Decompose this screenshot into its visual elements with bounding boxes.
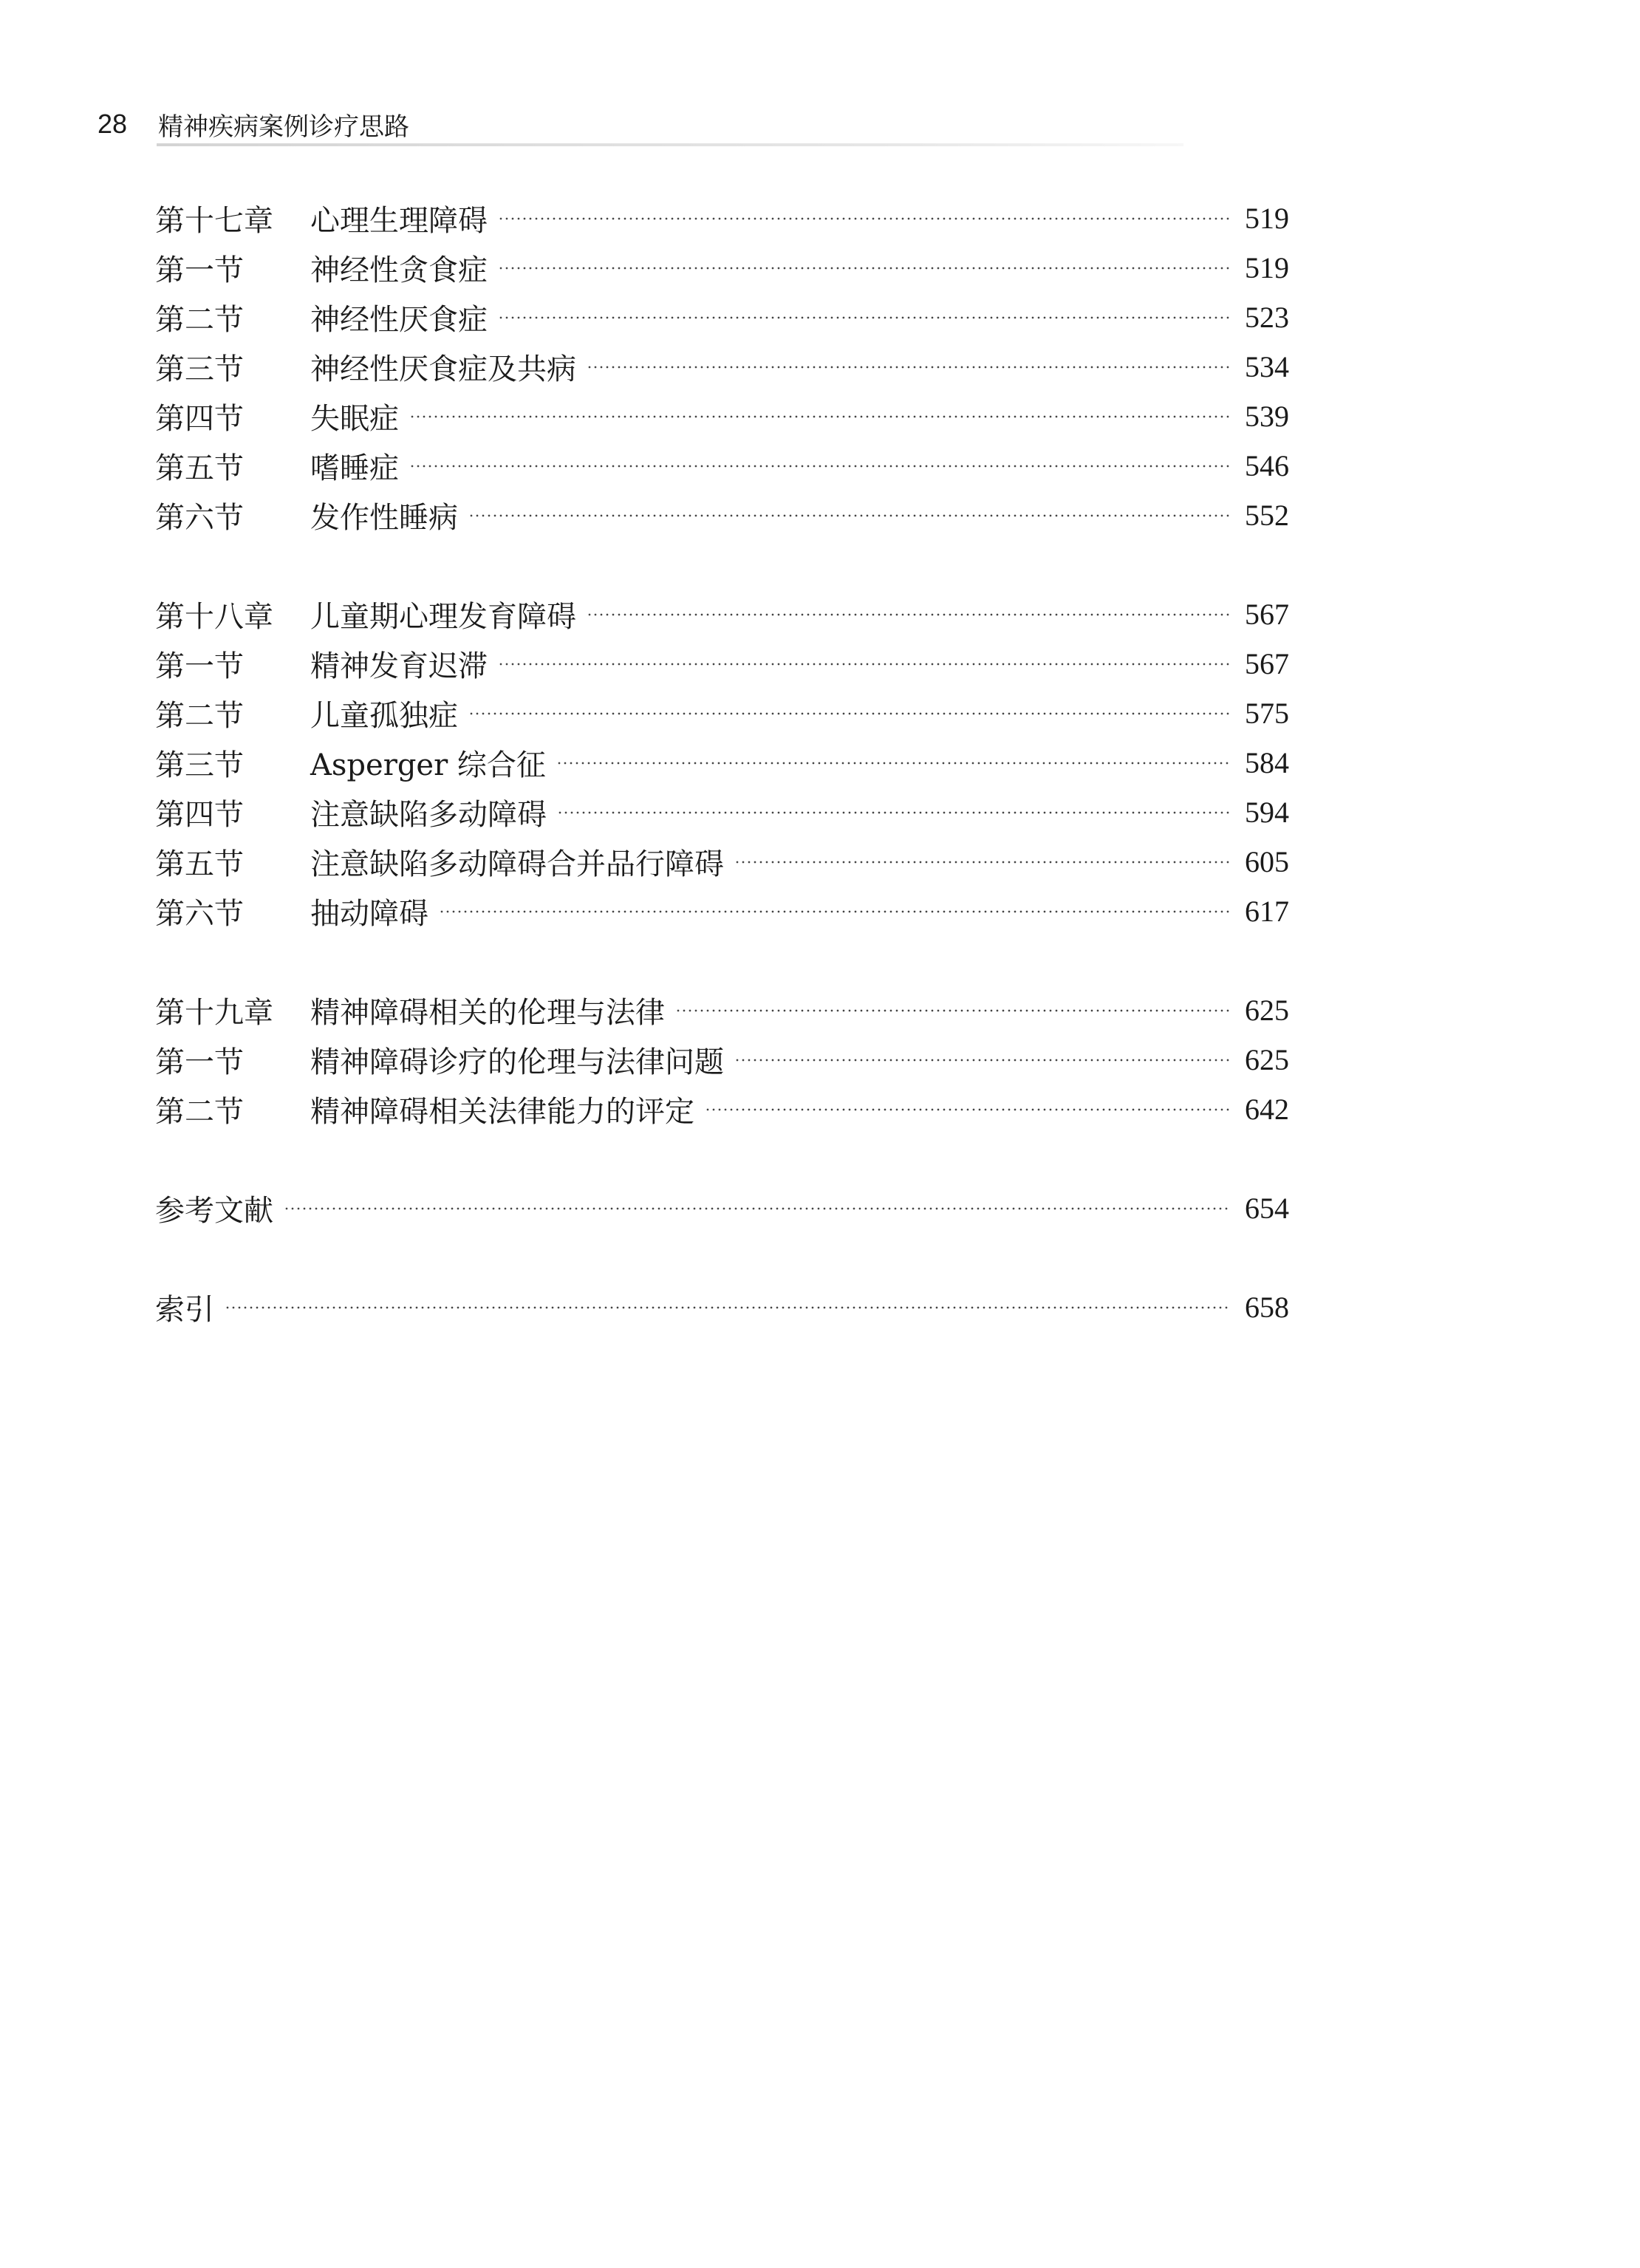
toc-section[interactable] [155,639,1289,689]
spacer [155,936,1289,986]
section-title: 精神障碍诊疗的伦理与法律问题 [310,1045,724,1079]
references-title: 参考文献 [155,1194,273,1228]
table-of-contents [155,194,1289,1332]
toc-chapter-17[interactable] [155,194,1289,243]
section-title: 儿童孤独症 [310,699,458,733]
chapter-label: 第十九章 [155,996,273,1030]
section-label: 第一节 [155,649,244,683]
section-title: 嗜睡症 [310,451,399,485]
page-ref: 539 [1245,400,1289,433]
page-ref: 552 [1245,499,1289,532]
page-ref: 625 [1245,994,1289,1027]
section-title: 神经性厌食症及共病 [310,352,576,386]
toc-chapter-18[interactable] [155,590,1289,639]
toc-section[interactable] [155,788,1289,837]
toc-section[interactable] [155,392,1289,441]
spacer [155,540,1289,590]
page-ref: 625 [1245,1043,1289,1076]
dot-leader [557,811,1230,814]
dot-leader [675,1009,1230,1012]
section-title: 失眠症 [310,402,399,436]
section-label: 第五节 [155,451,244,485]
page-ref: 519 [1245,251,1289,284]
section-label: 第四节 [155,402,244,436]
dot-leader [439,910,1230,913]
dot-leader [284,1207,1230,1210]
page-ref: 642 [1245,1093,1289,1126]
section-title: 神经性厌食症 [310,303,488,337]
page-ref: 584 [1245,746,1289,779]
running-header [98,102,1191,146]
toc-section[interactable] [155,1085,1289,1134]
chapter-title: 心理生理障碍 [310,204,488,238]
section-label: 第六节 [155,897,244,931]
section-label: 第五节 [155,847,244,881]
toc-section[interactable] [155,491,1289,540]
section-label: 第六节 [155,501,244,535]
dot-leader [468,712,1230,715]
page-ref: 617 [1245,895,1289,928]
dot-leader [705,1108,1230,1111]
page-ref: 605 [1245,845,1289,878]
dot-leader [734,1059,1230,1062]
page-ref: 567 [1245,598,1289,631]
dot-leader [409,415,1230,418]
chapter-title: 儿童期心理发育障碍 [310,600,576,634]
toc-references[interactable] [155,1183,1289,1233]
dot-leader [734,861,1230,864]
section-label: 第一节 [155,1045,244,1079]
section-label: 第三节 [155,748,244,782]
toc-section[interactable] [155,293,1289,342]
dot-leader [587,613,1230,616]
section-title: Asperger 综合征 [310,748,546,782]
dot-leader [468,514,1230,517]
section-title: 精神障碍相关法律能力的评定 [310,1095,694,1129]
dot-leader [498,267,1230,270]
toc-index[interactable] [155,1282,1289,1332]
page-ref: 534 [1245,350,1289,383]
toc-section[interactable] [155,837,1289,887]
page-ref: 567 [1245,647,1289,680]
page-ref: 594 [1245,796,1289,829]
toc-section[interactable] [155,689,1289,738]
dot-leader [498,663,1230,666]
dot-leader [587,366,1230,369]
page-ref: 575 [1245,697,1289,730]
section-title: 注意缺陷多动障碍合并品行障碍 [310,847,724,881]
section-label: 第二节 [155,1095,244,1129]
spacer [155,1134,1289,1183]
book-title: 精神疾病案例诊疗思路 [158,112,409,142]
section-label: 第二节 [155,699,244,733]
chapter-title: 精神障碍相关的伦理与法律 [310,996,665,1030]
section-label: 第四节 [155,798,244,832]
chapter-label: 第十八章 [155,600,273,634]
section-title: 精神发育迟滞 [310,649,488,683]
header-rule [157,143,1183,146]
toc-chapter-19[interactable] [155,986,1289,1035]
toc-section[interactable] [155,342,1289,392]
page-ref: 546 [1245,449,1289,482]
dot-leader [225,1306,1230,1309]
section-title: 注意缺陷多动障碍 [310,798,547,832]
toc-section[interactable] [155,243,1289,293]
dot-leader [498,316,1230,319]
dot-leader [556,762,1230,765]
toc-section[interactable] [155,1035,1289,1085]
section-label: 第三节 [155,352,244,386]
page-ref: 658 [1245,1291,1289,1324]
section-title: 神经性贪食症 [310,253,488,287]
section-label: 第二节 [155,303,244,337]
page-number: 28 [98,109,128,139]
toc-section[interactable] [155,441,1289,491]
dot-leader [498,217,1230,220]
index-title: 索引 [155,1293,214,1327]
page-ref: 523 [1245,301,1289,334]
chapter-label: 第十七章 [155,204,273,238]
page-ref: 519 [1245,202,1289,235]
section-title: 发作性睡病 [310,501,458,535]
toc-section[interactable] [155,887,1289,936]
spacer [155,1233,1289,1282]
toc-section[interactable] [155,738,1289,788]
section-title: 抽动障碍 [310,897,428,931]
section-label: 第一节 [155,253,244,287]
page-ref: 654 [1245,1192,1289,1225]
dot-leader [409,465,1230,468]
